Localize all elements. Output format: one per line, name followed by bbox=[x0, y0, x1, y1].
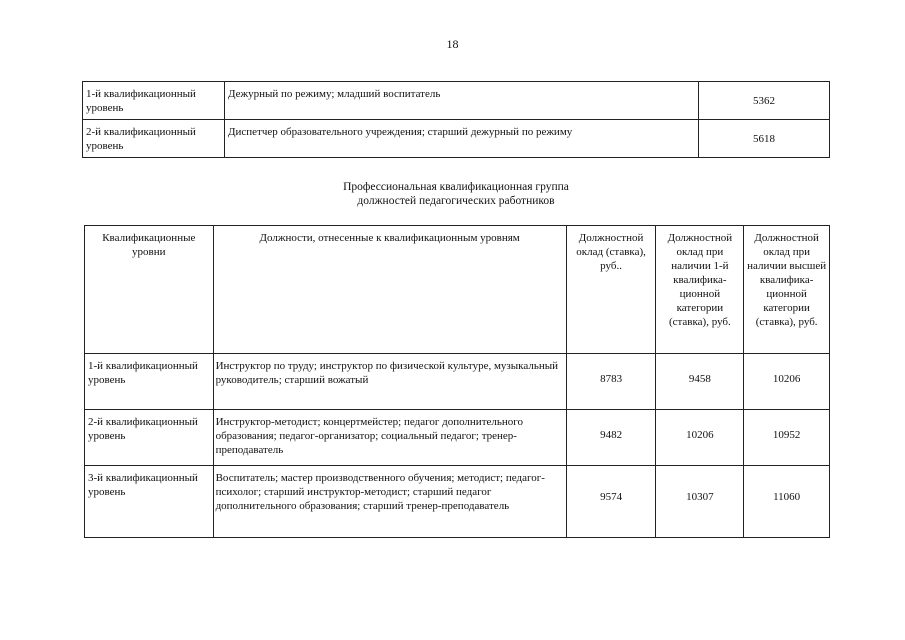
positions-cell: Инструктор-методист; концертмейстер; педагог дополнительного образования; педагог-организатор; социальный педагог; тренер-преподаватель bbox=[213, 410, 566, 466]
level-cell: 3-й квалификационный уровень bbox=[85, 466, 214, 538]
level-cell: 1-й квалификационный уровень bbox=[85, 354, 214, 410]
header-positions: Должности, отнесенные к квалификационным уровням bbox=[213, 226, 566, 354]
header-level: Квалификационные уровни bbox=[85, 226, 214, 354]
base-salary-cell: 9574 bbox=[566, 466, 656, 538]
top-category-cell: 10206 bbox=[744, 354, 830, 410]
table-row bbox=[85, 354, 830, 410]
header-top-category: Должностной оклад при наличии высшей квалифика-ционной категории (ставка), руб. bbox=[744, 226, 830, 354]
table-row bbox=[83, 120, 830, 158]
level-cell: 2-й квалификационный уровень bbox=[83, 120, 225, 158]
header-first-category: Должностной оклад при наличии 1-й квалифика-ционной категории (ставка), руб. bbox=[656, 226, 744, 354]
first-category-cell: 9458 bbox=[656, 354, 744, 410]
level-cell: 2-й квалификационный уровень bbox=[85, 410, 214, 466]
positions-cell: Дежурный по режиму; младший воспитатель bbox=[225, 82, 699, 120]
table-header-row bbox=[85, 226, 830, 354]
positions-cell: Диспетчер образовательного учреждения; старший дежурный по режиму bbox=[225, 120, 699, 158]
table-row bbox=[83, 82, 830, 120]
table-row bbox=[85, 410, 830, 466]
group-title bbox=[82, 180, 830, 208]
salary-cell: 5618 bbox=[699, 120, 830, 158]
top-category-cell: 10952 bbox=[744, 410, 830, 466]
positions-cell: Воспитатель; мастер производственного обучения; методист; педагог-психолог; старший инструктор-методист; старший педагог дополнительного образования; старший тренер-преподаватель bbox=[213, 466, 566, 538]
pedagogical-salary-table bbox=[84, 225, 830, 538]
group-title-line: Профессиональная квалификационная группа bbox=[343, 181, 569, 193]
top-category-cell: 11060 bbox=[744, 466, 830, 538]
page-number: 18 bbox=[446, 37, 459, 51]
level-cell: 1-й квалификационный уровень bbox=[83, 82, 225, 120]
table-row bbox=[85, 466, 830, 538]
top-salary-table bbox=[82, 81, 830, 158]
salary-cell: 5362 bbox=[699, 82, 830, 120]
header-base-salary: Должностной оклад (ставка), руб.. bbox=[566, 226, 656, 354]
positions-cell: Инструктор по труду; инструктор по физической культуре, музыкальный руководитель; старший вожатый bbox=[213, 354, 566, 410]
group-title-line: должностей педагогических работников bbox=[357, 195, 555, 207]
base-salary-cell: 8783 bbox=[566, 354, 656, 410]
base-salary-cell: 9482 bbox=[566, 410, 656, 466]
first-category-cell: 10206 bbox=[656, 410, 744, 466]
first-category-cell: 10307 bbox=[656, 466, 744, 538]
